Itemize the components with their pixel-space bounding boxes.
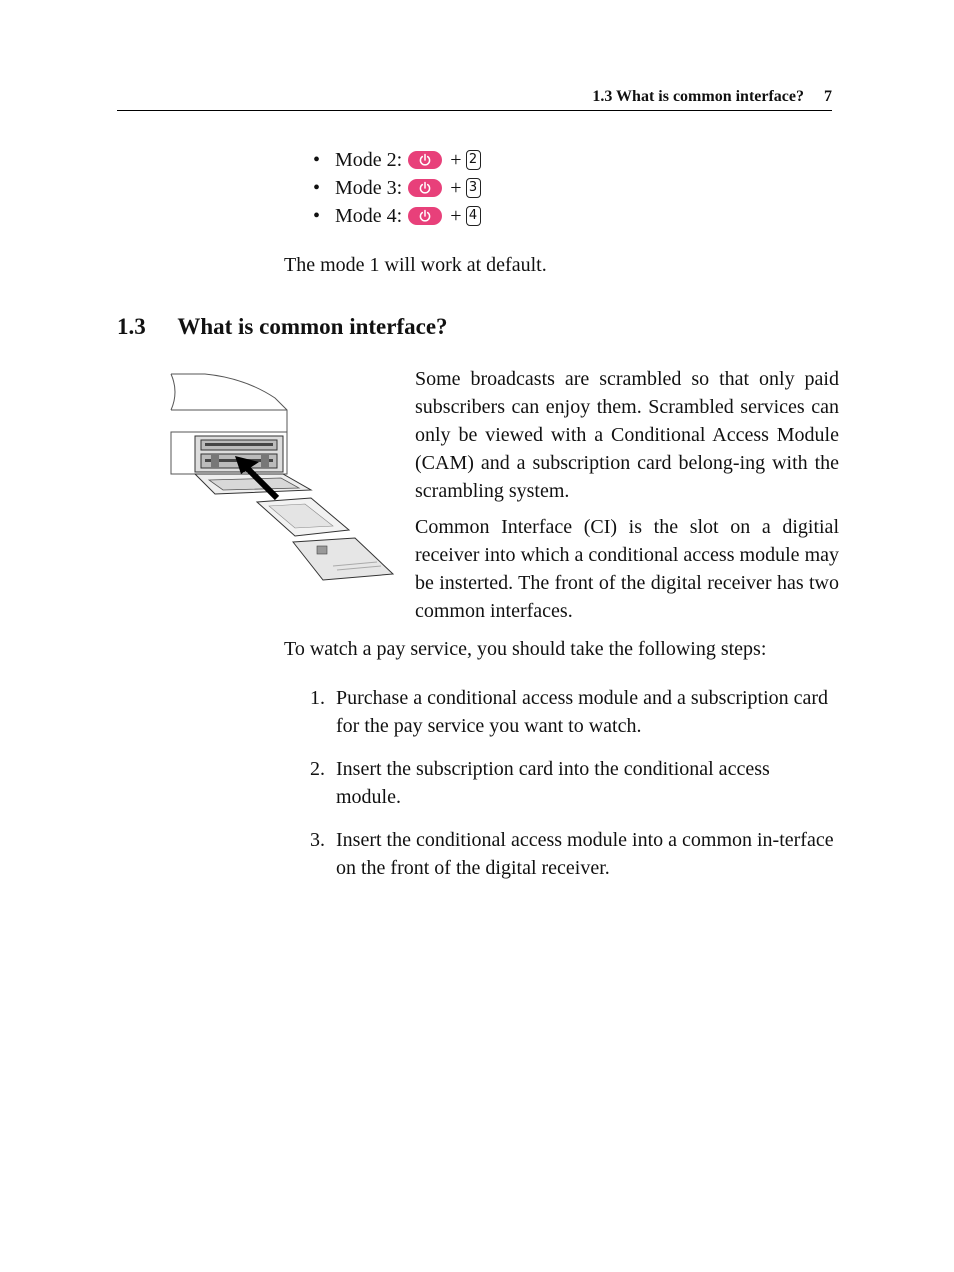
section-number: 1.3 (117, 314, 146, 339)
step-text: Insert the conditional access module into a common in-terface on the front of the digital receiver. (336, 829, 834, 879)
plus-sign: + (450, 177, 462, 199)
mode-item (313, 174, 481, 202)
cam-insertion-illustration (165, 370, 397, 588)
bullet: • (313, 177, 321, 199)
default-note: The mode 1 will work at default. (284, 254, 547, 276)
bullet: • (313, 149, 321, 171)
plus-sign: + (450, 149, 462, 171)
step-text: Insert the subscription card into the conditional access module. (336, 758, 770, 808)
step-text: Purchase a conditional access module and a subscription card for the pay service you want to watch. (336, 687, 829, 737)
list-item (310, 684, 835, 740)
power-button (408, 207, 442, 225)
power-button (408, 179, 442, 197)
mode-label: Mode 4: (335, 205, 403, 227)
number-key: 2 (466, 150, 481, 170)
mode-label: Mode 2: (335, 149, 403, 171)
power-icon (418, 181, 432, 195)
mode-item (313, 202, 481, 230)
list-item (310, 755, 835, 811)
step-number: 3. (310, 829, 325, 851)
paragraph-ci: Common Interface (CI) is the slot on a digitial receiver into which a conditional access module may be insterted. The front of the digital receiver has two common interfaces. (415, 516, 839, 622)
number-key: 3 (466, 178, 481, 198)
paragraph-cam: Some broadcasts are scrambled so that only paid subscribers can enjoy them. Scrambled services can only be viewed with a Conditional Access Module (CAM) and a subscription card belong-ing with the scrambling system. (415, 368, 839, 502)
header-title: 1.3 What is common interface? (592, 88, 804, 105)
power-button (408, 151, 442, 169)
steps-intro: To watch a pay service, you should take the following steps: (284, 638, 767, 660)
bullet: • (313, 205, 321, 227)
section-title: What is common interface? (177, 314, 448, 339)
power-icon (418, 209, 432, 223)
running-header (117, 86, 832, 111)
mode-label: Mode 3: (335, 177, 403, 199)
section-heading (117, 314, 448, 340)
plus-sign: + (450, 205, 462, 227)
number-key: 4 (466, 206, 481, 226)
list-item (310, 826, 835, 882)
step-number: 2. (310, 758, 325, 780)
page-number: 7 (824, 88, 832, 105)
mode-item (313, 146, 481, 174)
power-icon (418, 153, 432, 167)
step-number: 1. (310, 687, 325, 709)
